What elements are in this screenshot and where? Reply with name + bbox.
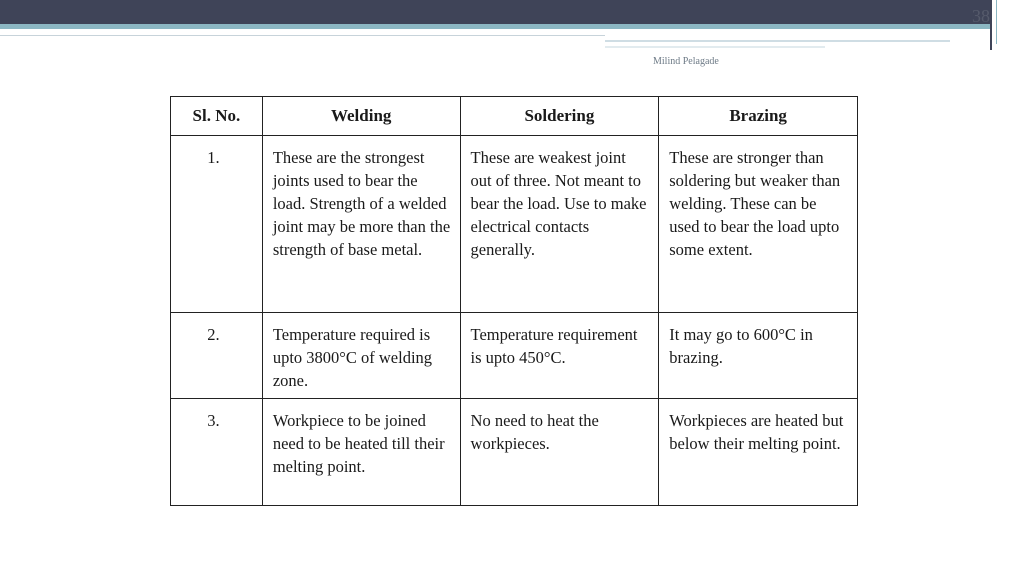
- table-header-row: [171, 97, 858, 136]
- header-divider-mid-secondary: [605, 46, 825, 48]
- page-number-panel-accent: [996, 0, 1024, 44]
- row-serial-number: 3.: [171, 399, 263, 506]
- table-row: [171, 136, 858, 313]
- soldering-cell: These are weakest joint out of three. Not meant to bear the load. Use to make electrical contacts generally.: [460, 136, 659, 313]
- header-soldering: Soldering: [460, 97, 659, 136]
- header-sl-no: Sl. No.: [171, 97, 263, 136]
- header-brazing: Brazing: [659, 97, 858, 136]
- welding-cell: These are the strongest joints used to bear the load. Strength of a welded joint may be more than the strength of base metal.: [262, 136, 460, 313]
- header-divider-mid: [605, 40, 950, 42]
- brazing-cell: Workpieces are heated but below their melting point.: [659, 399, 858, 506]
- author-name: Milind Pelagade: [653, 56, 719, 67]
- row-serial-number: 1.: [171, 136, 263, 313]
- brazing-cell: It may go to 600°C in brazing.: [659, 313, 858, 399]
- header-welding: Welding: [262, 97, 460, 136]
- slide-number: 38: [972, 6, 990, 26]
- header-divider-left: [0, 35, 605, 36]
- row-serial-number: 2.: [171, 313, 263, 399]
- welding-cell: Temperature required is upto 3800°C of welding zone.: [262, 313, 460, 399]
- soldering-cell: Temperature requirement is upto 450°C.: [460, 313, 659, 399]
- brazing-cell: These are stronger than soldering but weaker than welding. These can be used to bear the load upto some extent.: [659, 136, 858, 313]
- table-row: [171, 313, 858, 399]
- header-band: [0, 0, 1024, 24]
- welding-cell: Workpiece to be joined need to be heated till their melting point.: [262, 399, 460, 506]
- header-accent-line: [0, 24, 1024, 29]
- comparison-table: [170, 96, 858, 506]
- table-row: [171, 399, 858, 506]
- soldering-cell: No need to heat the workpieces.: [460, 399, 659, 506]
